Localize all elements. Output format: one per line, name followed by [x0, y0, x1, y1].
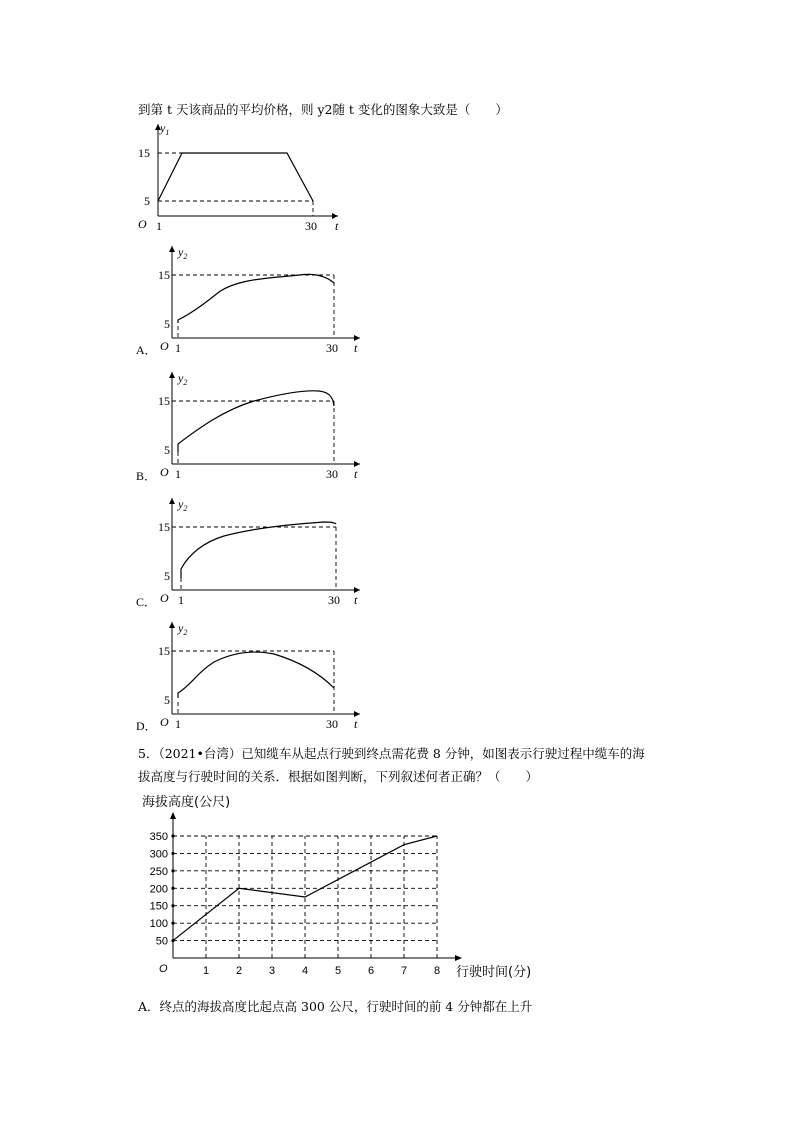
y1-curve [158, 153, 313, 201]
x-axis-arrow-icon [455, 955, 462, 961]
x-tick-1: 1 [156, 219, 162, 233]
x-axis-label: t [354, 341, 358, 355]
y-axis-arrow-icon [169, 372, 175, 378]
y-tick-5: 5 [164, 569, 170, 583]
y-axis-label: $y_2$ [178, 371, 188, 387]
y-tick-15: 15 [138, 146, 150, 160]
x-tick-label: 5 [334, 965, 342, 977]
y-tick-dot [171, 852, 174, 855]
y-tick-15: 15 [158, 644, 170, 658]
y-tick-label: 300 [149, 848, 168, 861]
y-axis-label: $y_2$ [178, 245, 188, 261]
y-tick-label: 350 [149, 831, 168, 843]
y2-curve [181, 522, 336, 578]
x-axis-label: t [354, 717, 358, 731]
y-axis-arrow-icon [170, 812, 176, 819]
x-tick-label: 3 [268, 965, 276, 977]
option-label: A． [136, 343, 157, 357]
y-tick-5: 5 [144, 194, 150, 208]
x-tick-label: 7 [400, 965, 408, 977]
origin-label: O [160, 465, 169, 479]
y-tick-dot [171, 887, 174, 890]
altitude-time-chart [130, 790, 560, 985]
y-tick-dot [171, 922, 174, 925]
option-label: C． [136, 595, 157, 609]
x-tick-30: 30 [326, 717, 338, 731]
y-axis-label-subscript: 2 [183, 252, 188, 261]
x-tick-1: 1 [178, 593, 184, 607]
y-tick-5: 5 [164, 317, 170, 331]
graph-option-c [134, 492, 374, 612]
graph-y1 [132, 118, 352, 238]
y-axis-label-subscript: 2 [183, 628, 188, 637]
y-tick-15: 15 [158, 394, 170, 408]
x-tick-label: 4 [301, 965, 309, 977]
y-tick-dot [171, 834, 174, 837]
y-axis-label: $y_2$ [178, 621, 188, 637]
x-axis-label: t [335, 219, 339, 233]
x-tick-1: 1 [175, 717, 181, 731]
x-axis-label: t [354, 593, 358, 607]
x-tick-label: 1 [202, 965, 210, 977]
question-5-option-a: A．终点的海拔高度比起点高 300 公尺，行驶时间的前 4 分钟都在上升 [138, 999, 533, 1014]
option-label: B． [136, 469, 157, 483]
y-axis-label-subscript: 2 [183, 504, 188, 513]
y-axis-label: $y_1$ [160, 121, 170, 137]
y-axis-arrow-icon [169, 246, 175, 252]
y-axis-title: 海拔高度(公尺) [142, 795, 231, 810]
y-tick-label: 200 [149, 883, 168, 896]
y-tick-15: 15 [158, 520, 170, 534]
y2-curve [178, 391, 334, 452]
y-tick-label: 250 [149, 865, 168, 878]
question-5-line-2: 拔高度与行驶时间的关系．根据如图判断，下列叙述何者正确？（ ） [138, 769, 539, 784]
x-tick-1: 1 [175, 341, 181, 355]
y-tick-15: 15 [158, 268, 170, 282]
y-axis-label-subscript: 2 [183, 378, 188, 387]
graph-option-a [134, 240, 374, 360]
x-tick-30: 30 [305, 219, 317, 233]
x-tick-30: 30 [328, 593, 340, 607]
y-axis-arrow-icon [169, 622, 175, 628]
x-axis-title: 行驶时间(分) [456, 965, 532, 980]
x-tick-label: 2 [235, 965, 243, 977]
x-tick-label: 8 [433, 965, 441, 977]
y-axis-label: $y_2$ [178, 497, 188, 513]
graph-option-b [134, 366, 374, 486]
question-4-stem-tail: 到第 t 天该商品的平均价格，则 y2随 t 变化的图象大致是（ ） [138, 102, 508, 117]
x-tick-label: 6 [367, 965, 375, 977]
x-axis-label: t [354, 467, 358, 481]
x-tick-30: 30 [326, 341, 338, 355]
y-tick-5: 5 [164, 443, 170, 457]
origin-label: O [160, 715, 169, 729]
y-tick-label: 50 [155, 935, 168, 948]
option-label: D． [136, 719, 157, 733]
y2-curve [178, 652, 334, 698]
y-tick-label: 150 [149, 900, 168, 913]
origin-label: O [159, 963, 168, 975]
y-axis-arrow-icon [169, 498, 175, 504]
origin-label: O [160, 339, 169, 353]
y-tick-label: 100 [149, 918, 168, 931]
y-tick-dot [171, 904, 174, 907]
origin-label: O [160, 591, 169, 605]
x-tick-30: 30 [326, 467, 338, 481]
graph-option-d [134, 616, 374, 736]
question-5-line-1: 5．（2021•台湾）已知缆车从起点行驶到终点需花费 8 分钟，如图表示行驶过程中缆车的海 [138, 746, 645, 761]
y2-curve [178, 274, 334, 323]
x-tick-1: 1 [175, 467, 181, 481]
y-tick-5: 5 [164, 693, 170, 707]
origin-label: O [138, 217, 147, 231]
y-tick-dot [171, 869, 174, 872]
